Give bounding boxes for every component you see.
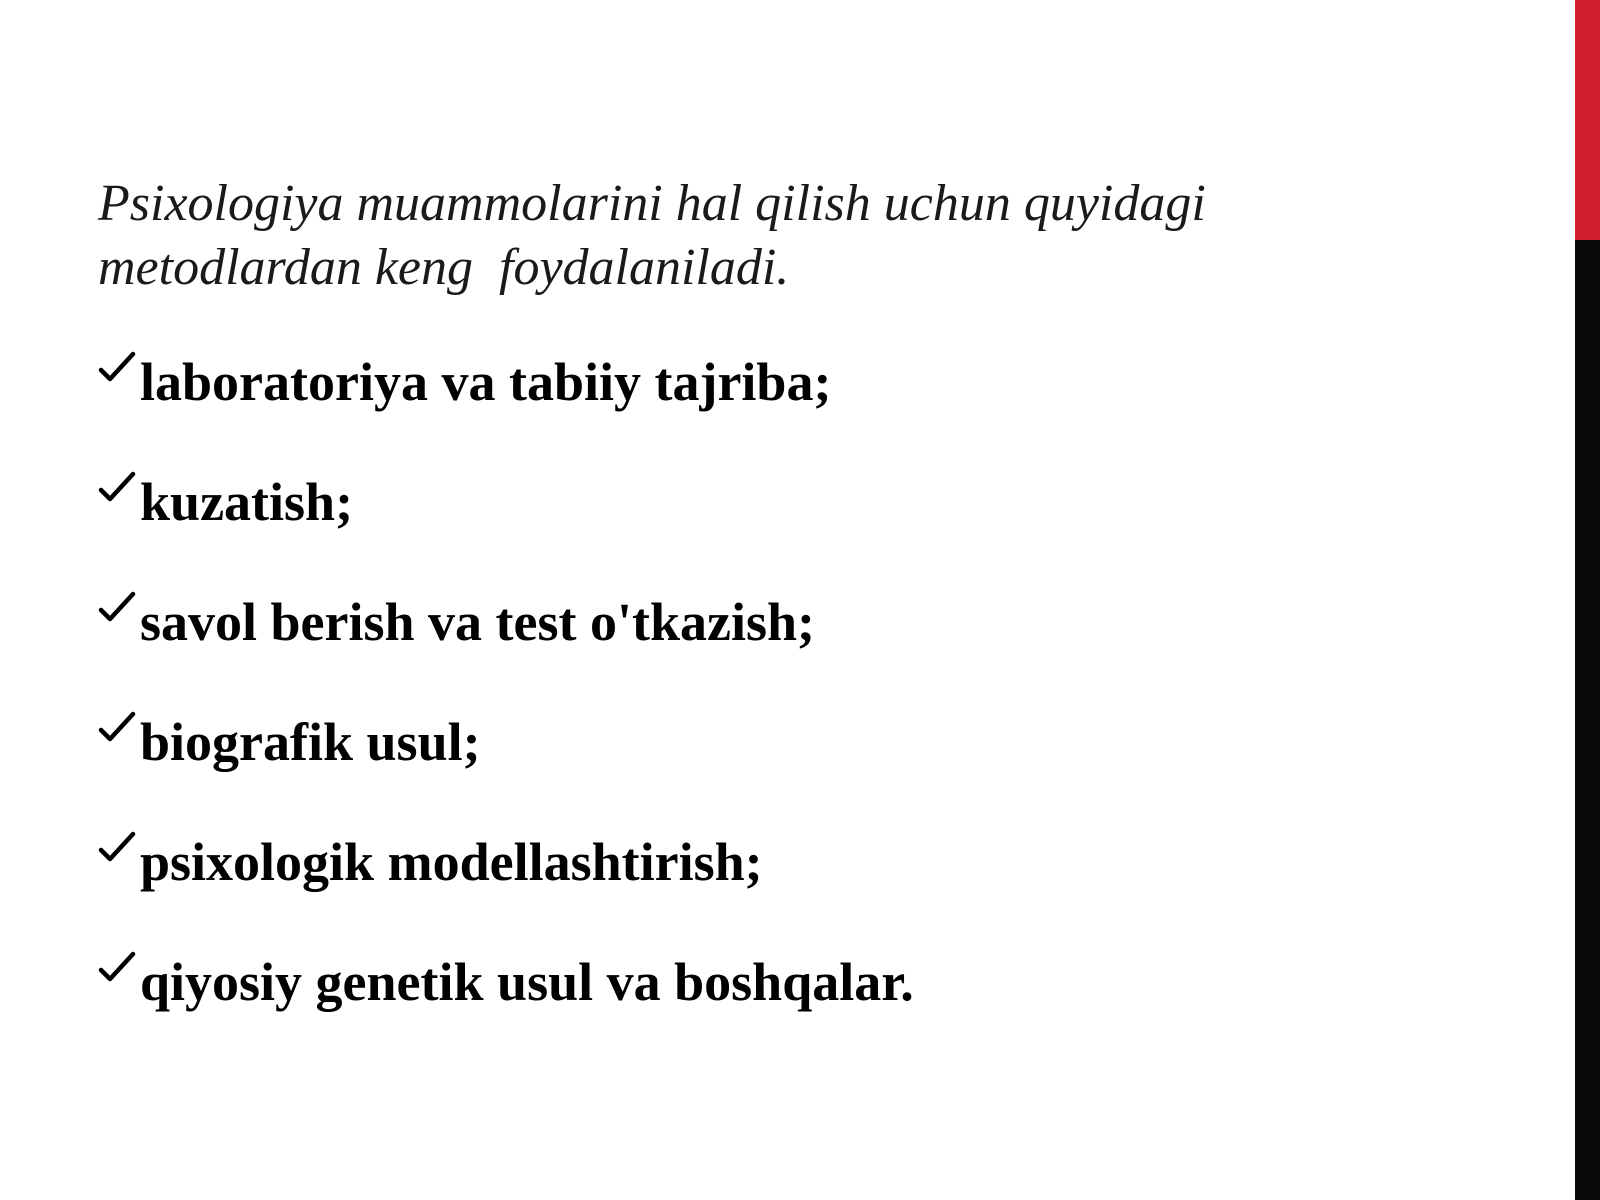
list-item <box>98 590 914 710</box>
check-icon <box>98 950 140 1010</box>
method-label: savol berish va test o'tkazish; <box>140 592 815 652</box>
intro-line-1: Psixologiya muammolarini hal qilish uchun quyidagi <box>98 175 1206 232</box>
method-label: psixologik modellashtirish; <box>140 832 763 892</box>
accent-bar-black <box>1575 240 1600 1200</box>
method-label: qiyosiy genetik usul va boshqalar. <box>140 952 914 1012</box>
check-icon <box>98 710 140 770</box>
check-icon <box>98 350 140 410</box>
check-icon <box>98 830 140 890</box>
list-item <box>98 830 914 950</box>
methods-list <box>98 350 914 1070</box>
list-item <box>98 470 914 590</box>
method-label: biografik usul; <box>140 712 481 772</box>
check-icon <box>98 470 140 530</box>
intro-line-2: metodlardan keng foydalaniladi. <box>98 239 790 296</box>
accent-bar-red <box>1575 0 1600 240</box>
list-item <box>98 950 914 1070</box>
method-label: laboratoriya va tabiiy tajriba; <box>140 352 832 412</box>
method-label: kuzatish; <box>140 472 354 532</box>
list-item <box>98 710 914 830</box>
check-icon <box>98 590 140 650</box>
intro-text <box>98 172 1378 300</box>
list-item <box>98 350 914 470</box>
